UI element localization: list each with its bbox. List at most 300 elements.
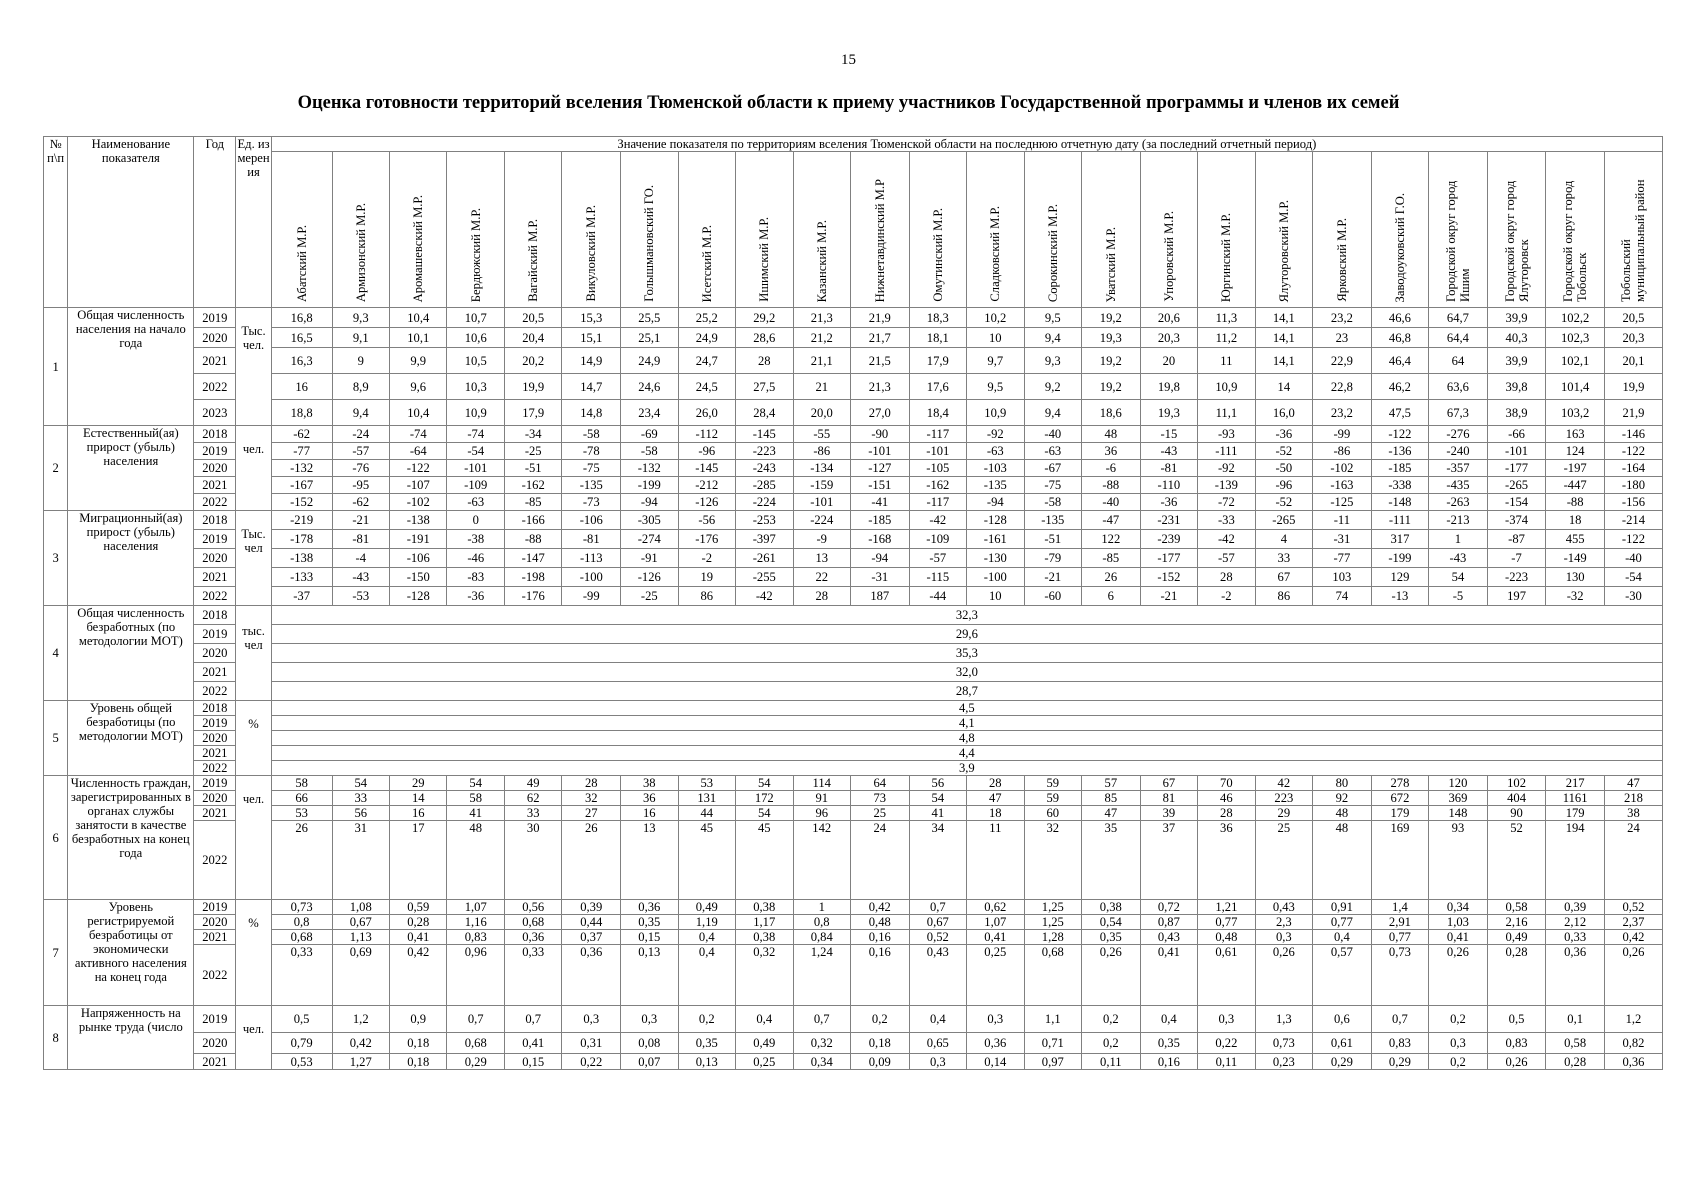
value-cell: 59 bbox=[1024, 776, 1081, 791]
value-cell: 17,6 bbox=[909, 374, 966, 400]
territory-header bbox=[1140, 152, 1197, 308]
territory-header bbox=[447, 152, 504, 308]
value-cell: 28 bbox=[736, 348, 793, 374]
value-cell: 41 bbox=[909, 806, 966, 821]
value-cell: 18,1 bbox=[909, 328, 966, 348]
value-cell: -91 bbox=[621, 549, 678, 568]
value-cell: -101 bbox=[1487, 443, 1546, 460]
value-cell: 103,2 bbox=[1546, 400, 1605, 426]
year-cell: 2022 bbox=[194, 494, 236, 511]
value-cell: 21,9 bbox=[1604, 400, 1662, 426]
value-cell: -127 bbox=[850, 460, 909, 477]
value-cell: 54 bbox=[1429, 568, 1488, 587]
value-cell: 0,36 bbox=[621, 900, 678, 915]
value-cell: -164 bbox=[1604, 460, 1662, 477]
value-cell: -176 bbox=[504, 587, 561, 606]
value-cell: 0,36 bbox=[504, 930, 561, 945]
indicator-row bbox=[44, 308, 1663, 328]
value-cell: 16,0 bbox=[1255, 400, 1312, 426]
indicator-table bbox=[43, 136, 1663, 1070]
year-cell: 2019 bbox=[194, 625, 236, 644]
value-cell: 0,36 bbox=[562, 945, 621, 1006]
value-cell: 172 bbox=[736, 791, 793, 806]
value-cell: 130 bbox=[1546, 568, 1605, 587]
value-cell: 17 bbox=[390, 821, 447, 900]
value-cell: -255 bbox=[736, 568, 793, 587]
value-cell: 0,18 bbox=[390, 1033, 447, 1054]
value-cell: 369 bbox=[1429, 791, 1488, 806]
indicator-row bbox=[44, 587, 1663, 606]
value-cell: -101 bbox=[850, 443, 909, 460]
value-cell: 0,37 bbox=[562, 930, 621, 945]
value-cell: -177 bbox=[1140, 549, 1197, 568]
indicator-row bbox=[44, 701, 1663, 716]
value-cell: -212 bbox=[678, 477, 735, 494]
value-cell: 15,1 bbox=[562, 328, 621, 348]
header-unit: Ед. измерения bbox=[236, 137, 271, 308]
year-cell: 2020 bbox=[194, 460, 236, 477]
value-cell: 53 bbox=[678, 776, 735, 791]
value-cell: -199 bbox=[1371, 549, 1428, 568]
value-cell: -151 bbox=[850, 477, 909, 494]
value-cell: 58 bbox=[271, 776, 332, 791]
value-cell: 1,2 bbox=[1604, 1006, 1662, 1033]
value-cell: 4 bbox=[1255, 530, 1312, 549]
year-cell: 2022 bbox=[194, 821, 236, 900]
value-cell: 25,2 bbox=[678, 308, 735, 328]
value-cell: -223 bbox=[736, 443, 793, 460]
value-cell: -198 bbox=[504, 568, 561, 587]
territory-name: Казанский М.Р. bbox=[814, 219, 829, 302]
value-cell: -63 bbox=[967, 443, 1024, 460]
value-cell: 0,42 bbox=[850, 900, 909, 915]
value-cell: -146 bbox=[1604, 426, 1662, 443]
value-cell: 0,38 bbox=[736, 900, 793, 915]
value-cell: 1 bbox=[793, 900, 850, 915]
value-cell: -224 bbox=[736, 494, 793, 511]
value-cell: 0,36 bbox=[1546, 945, 1605, 1006]
value-cell: 81 bbox=[1140, 791, 1197, 806]
value-cell: 10 bbox=[967, 587, 1024, 606]
indicator-row bbox=[44, 776, 1663, 791]
value-cell: -115 bbox=[909, 568, 966, 587]
value-cell: 47 bbox=[1604, 776, 1662, 791]
value-cell: 24,5 bbox=[678, 374, 735, 400]
value-cell: 0,32 bbox=[793, 1033, 850, 1054]
value-cell: 10,3 bbox=[447, 374, 504, 400]
value-cell: 1,19 bbox=[678, 915, 735, 930]
value-cell: 10,5 bbox=[447, 348, 504, 374]
year-cell: 2022 bbox=[194, 682, 236, 701]
value-cell: 0,35 bbox=[678, 1033, 735, 1054]
value-cell: 0,28 bbox=[1487, 945, 1546, 1006]
indicator-row bbox=[44, 477, 1663, 494]
value-cell: 2,91 bbox=[1371, 915, 1428, 930]
value-cell: -112 bbox=[678, 426, 735, 443]
value-cell: 217 bbox=[1546, 776, 1605, 791]
territory-header bbox=[390, 152, 447, 308]
value-cell: 29 bbox=[390, 776, 447, 791]
value-cell: -102 bbox=[1313, 460, 1372, 477]
indicator-row bbox=[44, 460, 1663, 477]
value-cell: 0,53 bbox=[271, 1054, 332, 1070]
total-value-cell: 35,3 bbox=[271, 644, 1662, 663]
territory-header bbox=[1198, 152, 1255, 308]
value-cell: -88 bbox=[1082, 477, 1141, 494]
value-cell: 20,4 bbox=[504, 328, 561, 348]
value-cell: -276 bbox=[1429, 426, 1488, 443]
value-cell: -94 bbox=[621, 494, 678, 511]
value-cell: -46 bbox=[447, 549, 504, 568]
total-value-cell: 32,0 bbox=[271, 663, 1662, 682]
value-cell: 73 bbox=[850, 791, 909, 806]
territory-name: Бердюжский М.Р. bbox=[468, 207, 483, 302]
value-cell: 20,6 bbox=[1140, 308, 1197, 328]
value-cell: 14,9 bbox=[562, 348, 621, 374]
value-cell: 26 bbox=[1082, 568, 1141, 587]
value-cell: 29 bbox=[1255, 806, 1312, 821]
value-cell: 0,1 bbox=[1546, 1006, 1605, 1033]
value-cell: -56 bbox=[678, 511, 735, 530]
value-cell: 17,9 bbox=[504, 400, 561, 426]
year-cell: 2018 bbox=[194, 511, 236, 530]
value-cell: 0,42 bbox=[1604, 930, 1662, 945]
territory-header bbox=[850, 152, 909, 308]
value-cell: 66 bbox=[271, 791, 332, 806]
value-cell: 25,5 bbox=[621, 308, 678, 328]
value-cell: 1,1 bbox=[1024, 1006, 1081, 1033]
value-cell: 1 bbox=[1429, 530, 1488, 549]
territory-header bbox=[1429, 152, 1488, 308]
value-cell: 85 bbox=[1082, 791, 1141, 806]
territory-header bbox=[621, 152, 678, 308]
value-cell: 35 bbox=[1082, 821, 1141, 900]
value-cell: 19,3 bbox=[1140, 400, 1197, 426]
value-cell: 10,4 bbox=[390, 308, 447, 328]
territory-name: Уватский М.Р. bbox=[1103, 226, 1118, 302]
value-cell: -67 bbox=[1024, 460, 1081, 477]
value-cell: -25 bbox=[504, 443, 561, 460]
value-cell: -7 bbox=[1487, 549, 1546, 568]
value-cell: 0,16 bbox=[1140, 1054, 1197, 1070]
value-cell: 0,62 bbox=[967, 900, 1024, 915]
territory-name: Тобольский муниципальный район bbox=[1619, 179, 1648, 302]
value-cell: 0,31 bbox=[562, 1033, 621, 1054]
value-cell: 27,5 bbox=[736, 374, 793, 400]
value-cell: 20,5 bbox=[504, 308, 561, 328]
value-cell: 19 bbox=[678, 568, 735, 587]
value-cell: 0,29 bbox=[1313, 1054, 1372, 1070]
value-cell: 0,29 bbox=[447, 1054, 504, 1070]
unit-cell: чел. bbox=[236, 1006, 271, 1070]
value-cell: -397 bbox=[736, 530, 793, 549]
territory-header bbox=[1371, 152, 1428, 308]
year-cell: 2019 bbox=[194, 900, 236, 915]
value-cell: -99 bbox=[562, 587, 621, 606]
value-cell: -122 bbox=[390, 460, 447, 477]
value-cell: 54 bbox=[736, 806, 793, 821]
value-cell: 0,87 bbox=[1140, 915, 1197, 930]
value-cell: 0,68 bbox=[271, 930, 332, 945]
value-cell: 2,37 bbox=[1604, 915, 1662, 930]
value-cell: -261 bbox=[736, 549, 793, 568]
value-cell: 0,25 bbox=[967, 945, 1024, 1006]
value-cell: -92 bbox=[1198, 460, 1255, 477]
total-value-cell: 4,1 bbox=[271, 716, 1662, 731]
value-cell: 0,34 bbox=[1429, 900, 1488, 915]
value-cell: 0,58 bbox=[1546, 1033, 1605, 1054]
value-cell: 10,9 bbox=[1198, 374, 1255, 400]
page-number: 15 bbox=[841, 52, 856, 68]
value-cell: 179 bbox=[1546, 806, 1605, 821]
value-cell: 0,32 bbox=[736, 945, 793, 1006]
document-title: Оценка готовности территорий вселения Тюменской области к приему участников Государственной программы и членов их семей bbox=[297, 93, 1400, 113]
value-cell: 20,0 bbox=[793, 400, 850, 426]
value-cell: 0,43 bbox=[1140, 930, 1197, 945]
value-cell: 0,43 bbox=[909, 945, 966, 1006]
header-number: № п\п bbox=[44, 137, 68, 308]
value-cell: -101 bbox=[909, 443, 966, 460]
value-cell: -132 bbox=[271, 460, 332, 477]
value-cell: 0,67 bbox=[909, 915, 966, 930]
value-cell: 9,5 bbox=[1024, 308, 1081, 328]
value-cell: -223 bbox=[1487, 568, 1546, 587]
territory-name: Нижнетавдинский М.Р bbox=[872, 178, 887, 302]
value-cell: 2,16 bbox=[1487, 915, 1546, 930]
value-cell: 120 bbox=[1429, 776, 1488, 791]
territory-header bbox=[1024, 152, 1081, 308]
value-cell: 0,39 bbox=[562, 900, 621, 915]
value-cell: 33 bbox=[332, 791, 389, 806]
year-cell: 2021 bbox=[194, 663, 236, 682]
value-cell: 0,38 bbox=[1082, 900, 1141, 915]
value-cell: 52 bbox=[1487, 821, 1546, 900]
value-cell: 1,16 bbox=[447, 915, 504, 930]
value-cell: -152 bbox=[271, 494, 332, 511]
value-cell: 22,9 bbox=[1313, 348, 1372, 374]
value-cell: 45 bbox=[678, 821, 735, 900]
value-cell: -62 bbox=[332, 494, 389, 511]
value-cell: 0,73 bbox=[1371, 945, 1428, 1006]
indicator-row bbox=[44, 400, 1663, 426]
value-cell: 0,82 bbox=[1604, 1033, 1662, 1054]
value-cell: 27 bbox=[562, 806, 621, 821]
year-cell: 2020 bbox=[194, 791, 236, 806]
value-cell: -36 bbox=[1255, 426, 1312, 443]
value-cell: 16,8 bbox=[271, 308, 332, 328]
territory-header bbox=[967, 152, 1024, 308]
territory-name: Аромашевский М.Р. bbox=[411, 194, 426, 302]
value-cell: -95 bbox=[332, 477, 389, 494]
value-cell: 14 bbox=[1255, 374, 1312, 400]
value-cell: 47 bbox=[967, 791, 1024, 806]
year-cell: 2019 bbox=[194, 716, 236, 731]
year-cell: 2019 bbox=[194, 776, 236, 791]
value-cell: 0,52 bbox=[1604, 900, 1662, 915]
value-cell: 0,28 bbox=[1546, 1054, 1605, 1070]
value-cell: 21,9 bbox=[850, 308, 909, 328]
value-cell: -178 bbox=[271, 530, 332, 549]
indicator-row bbox=[44, 625, 1663, 644]
value-cell: 124 bbox=[1546, 443, 1605, 460]
territory-name: Городской округ город Тобольск bbox=[1561, 180, 1590, 302]
value-cell: 9,4 bbox=[1024, 328, 1081, 348]
year-cell: 2018 bbox=[194, 426, 236, 443]
value-cell: -162 bbox=[504, 477, 561, 494]
indicator-row bbox=[44, 900, 1663, 915]
value-cell: 33 bbox=[1255, 549, 1312, 568]
value-cell: 18,3 bbox=[909, 308, 966, 328]
value-cell: 16,5 bbox=[271, 328, 332, 348]
value-cell: 122 bbox=[1082, 530, 1141, 549]
value-cell: 0,35 bbox=[621, 915, 678, 930]
indicator-number: 1 bbox=[44, 308, 68, 426]
territory-header bbox=[1313, 152, 1372, 308]
value-cell: 25 bbox=[1255, 821, 1312, 900]
value-cell: 16,3 bbox=[271, 348, 332, 374]
value-cell: -145 bbox=[678, 460, 735, 477]
value-cell: 0,42 bbox=[332, 1033, 389, 1054]
value-cell: 0,3 bbox=[909, 1054, 966, 1070]
indicator-row bbox=[44, 549, 1663, 568]
value-cell: 46,4 bbox=[1371, 348, 1428, 374]
value-cell: 1,2 bbox=[332, 1006, 389, 1033]
value-cell: 58 bbox=[447, 791, 504, 806]
value-cell: 0,8 bbox=[793, 915, 850, 930]
value-cell: 1,08 bbox=[332, 900, 389, 915]
indicator-row bbox=[44, 426, 1663, 443]
value-cell: -197 bbox=[1546, 460, 1605, 477]
value-cell: -136 bbox=[1371, 443, 1428, 460]
territory-name: Армизонский М.Р. bbox=[353, 202, 368, 302]
value-cell: -274 bbox=[621, 530, 678, 549]
value-cell: 67,3 bbox=[1429, 400, 1488, 426]
value-cell: 0,5 bbox=[1487, 1006, 1546, 1033]
indicator-name: Уровень регистрируемой безработицы от экономически активного населения на конец года bbox=[68, 900, 194, 1006]
value-cell: 59 bbox=[1024, 791, 1081, 806]
value-cell: 0,2 bbox=[1082, 1033, 1141, 1054]
value-cell: -177 bbox=[1487, 460, 1546, 477]
year-cell: 2022 bbox=[194, 761, 236, 776]
total-value-cell: 3,9 bbox=[271, 761, 1662, 776]
value-cell: 404 bbox=[1487, 791, 1546, 806]
value-cell: -60 bbox=[1024, 587, 1081, 606]
value-cell: -85 bbox=[1082, 549, 1141, 568]
value-cell: 9,4 bbox=[1024, 400, 1081, 426]
value-cell: 131 bbox=[678, 791, 735, 806]
indicator-row bbox=[44, 761, 1663, 776]
value-cell: 10,1 bbox=[390, 328, 447, 348]
value-cell: 0,26 bbox=[1255, 945, 1312, 1006]
value-cell: -57 bbox=[1198, 549, 1255, 568]
value-cell: 102,1 bbox=[1546, 348, 1605, 374]
value-cell: 16 bbox=[390, 806, 447, 821]
value-cell: 0,38 bbox=[736, 930, 793, 945]
value-cell: -73 bbox=[562, 494, 621, 511]
value-cell: 0,83 bbox=[1487, 1033, 1546, 1054]
value-cell: 22 bbox=[793, 568, 850, 587]
value-cell: 0,3 bbox=[562, 1006, 621, 1033]
value-cell: 21,5 bbox=[850, 348, 909, 374]
indicator-row bbox=[44, 682, 1663, 701]
indicator-row bbox=[44, 731, 1663, 746]
value-cell: -25 bbox=[621, 587, 678, 606]
value-cell: 31 bbox=[332, 821, 389, 900]
value-cell: -86 bbox=[1313, 443, 1372, 460]
unit-cell: % bbox=[236, 900, 271, 1006]
value-cell: -21 bbox=[1024, 568, 1081, 587]
year-cell: 2019 bbox=[194, 530, 236, 549]
value-cell: 0,41 bbox=[1429, 930, 1488, 945]
value-cell: -42 bbox=[909, 511, 966, 530]
value-cell: -36 bbox=[1140, 494, 1197, 511]
value-cell: 102,2 bbox=[1546, 308, 1605, 328]
value-cell: 0,7 bbox=[1371, 1006, 1428, 1033]
value-cell: 13 bbox=[621, 821, 678, 900]
value-cell: 39,9 bbox=[1487, 308, 1546, 328]
value-cell: 56 bbox=[332, 806, 389, 821]
indicator-row bbox=[44, 915, 1663, 930]
value-cell: 148 bbox=[1429, 806, 1488, 821]
value-cell: 64,4 bbox=[1429, 328, 1488, 348]
value-cell: 86 bbox=[1255, 587, 1312, 606]
value-cell: -2 bbox=[1198, 587, 1255, 606]
indicator-number: 2 bbox=[44, 426, 68, 511]
value-cell: 19,2 bbox=[1082, 348, 1141, 374]
value-cell: 46 bbox=[1198, 791, 1255, 806]
value-cell: 47 bbox=[1082, 806, 1141, 821]
value-cell: 36 bbox=[1198, 821, 1255, 900]
value-cell: 38 bbox=[621, 776, 678, 791]
value-cell: 39,8 bbox=[1487, 374, 1546, 400]
header-year: Год bbox=[194, 137, 236, 308]
value-cell: 0,61 bbox=[1313, 1033, 1372, 1054]
value-cell: 0,22 bbox=[1198, 1033, 1255, 1054]
value-cell: 0,35 bbox=[1140, 1033, 1197, 1054]
value-cell: 64 bbox=[1429, 348, 1488, 374]
value-cell: 0,48 bbox=[850, 915, 909, 930]
value-cell: 0,41 bbox=[390, 930, 447, 945]
value-cell: 63,6 bbox=[1429, 374, 1488, 400]
value-cell: 0,68 bbox=[1024, 945, 1081, 1006]
value-cell: 54 bbox=[736, 776, 793, 791]
value-cell: 92 bbox=[1313, 791, 1372, 806]
value-cell: -31 bbox=[1313, 530, 1372, 549]
indicator-row bbox=[44, 945, 1663, 1006]
value-cell: 114 bbox=[793, 776, 850, 791]
value-cell: -66 bbox=[1487, 426, 1546, 443]
indicator-name: Напряженность на рынке труда (число bbox=[68, 1006, 194, 1070]
value-cell: -305 bbox=[621, 511, 678, 530]
value-cell: -36 bbox=[447, 587, 504, 606]
value-cell: 45 bbox=[736, 821, 793, 900]
value-cell: 57 bbox=[1082, 776, 1141, 791]
value-cell: 0,49 bbox=[1487, 930, 1546, 945]
value-cell: 0,7 bbox=[909, 900, 966, 915]
value-cell: 80 bbox=[1313, 776, 1372, 791]
value-cell: 20,1 bbox=[1604, 348, 1662, 374]
value-cell: -21 bbox=[1140, 587, 1197, 606]
value-cell: 0,48 bbox=[1198, 930, 1255, 945]
value-cell: 33 bbox=[504, 806, 561, 821]
value-cell: -166 bbox=[504, 511, 561, 530]
value-cell: -40 bbox=[1604, 549, 1662, 568]
unit-cell: чел. bbox=[236, 776, 271, 900]
value-cell: -357 bbox=[1429, 460, 1488, 477]
value-cell: -176 bbox=[678, 530, 735, 549]
value-cell: 46,2 bbox=[1371, 374, 1428, 400]
value-cell: 18,8 bbox=[271, 400, 332, 426]
